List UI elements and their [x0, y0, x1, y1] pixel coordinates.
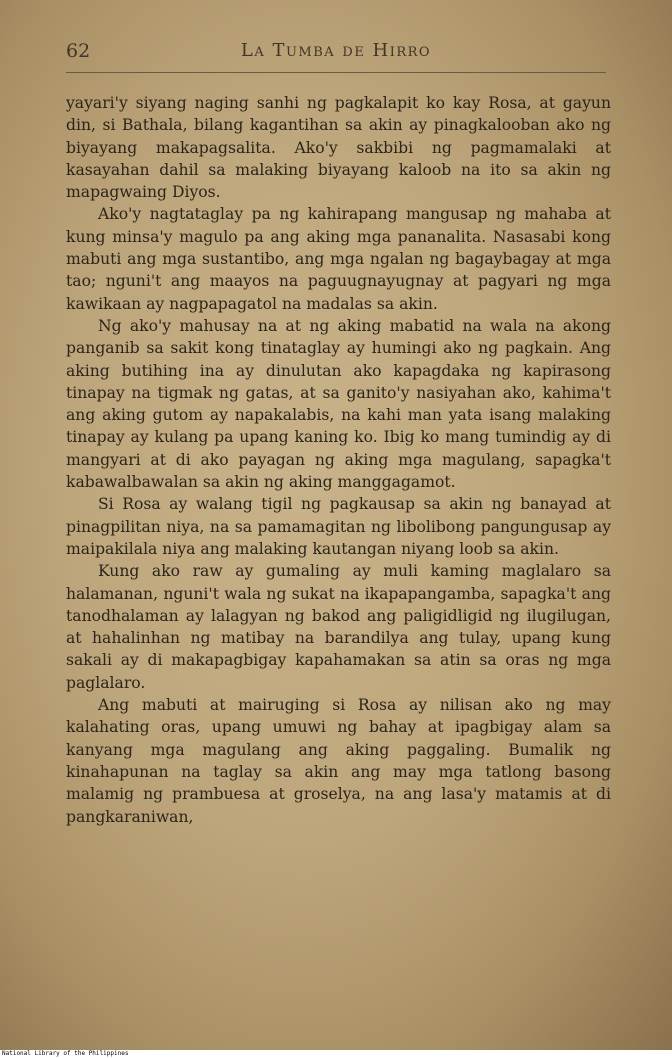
paragraph: yayari'y siyang naging sanhi ng pagkalapit ko kay Rosa, at gayun din, si Bathala, bilang kagantihan sa akin ay pinagkalooban ako ng biyayang makapagsalita. Ako'y sakbibi ng pagmamalaki at kasayahan dahil sa malaking biyayang kaloob na ito sa akin ng mapagwaing Diyos.	[66, 94, 611, 202]
page-number: 62	[66, 40, 91, 62]
paragraph: Ng ako'y mahusay na at ng aking mabatid na wala na akong panganib sa sakit kong tinataglay ay humingi ako ng pagkain. Ang aking butihing ina ay dinulutan ako kapagdaka ng kapirasong tinapay na tigmak ng gatas, at sa ganito'y nasiyahan ako, kahima't ang aking gutom ay napakalabis, na kahi man yata isang malaking tinapay ay kulang pa upang kaning ko. Ibig ko mang tumindig ay di mangyari at di ako payagan ng aking mga magulang, sapagka't kabawalbawalan sa akin ng aking manggagamot.	[66, 316, 611, 492]
header-rule	[66, 72, 606, 73]
running-title: La Tumba de Hirro	[240, 40, 432, 61]
library-credit: National Library of the Philippines	[2, 1050, 129, 1057]
paragraph: Ako'y nagtataglay pa ng kahirapang mangusap ng mahaba at kung minsa'y magulo pa ang aking mga pananalita. Nasasabi kong mabuti ang mga sustantibo, ang mga ngalan ng bagaybagay at mga tao; nguni't ang maayos na paguugnayugnay at pagyari ng mga kawikaan ay nagpapagatol na madalas sa akin.	[66, 205, 611, 313]
paragraph: Ang mabuti at mairuging si Rosa ay nilisan ako ng may kalahating oras, upang umuwi ng bahay at ipagbigay alam sa kanyang mga magulang ang aking paggaling. Bumalik ng kinahapunan na taglay sa akin ang may mga tatlong basong malamig ng prambuesa at groselya, na ang lasa'y matamis at di pangkaraniwan,	[66, 696, 611, 826]
footer-strip	[0, 1050, 672, 1058]
paragraph: Kung ako raw ay gumaling ay muli kaming maglalaro sa halamanan, nguni't wala ng sukat na ikapapangamba, sapagka't ang tanodhalaman ay lalagyan ng bakod ang paligidligid ng ilugilugan, at hahalinhan ng matibay na barandilya ang tulay, upang kung sakali ay di makapagbigay kapahamakan sa atin sa oras ng mga paglalaro.	[66, 562, 611, 692]
paragraph: Si Rosa ay walang tigil ng pagkausap sa akin ng banayad at pinagpilitan niya, na sa pamamagitan ng libolibong pangungusap ay maipakilala niya ang malaking kautangan niyang loob sa akin.	[66, 495, 611, 558]
page-header	[66, 38, 606, 66]
body-text	[66, 92, 611, 828]
